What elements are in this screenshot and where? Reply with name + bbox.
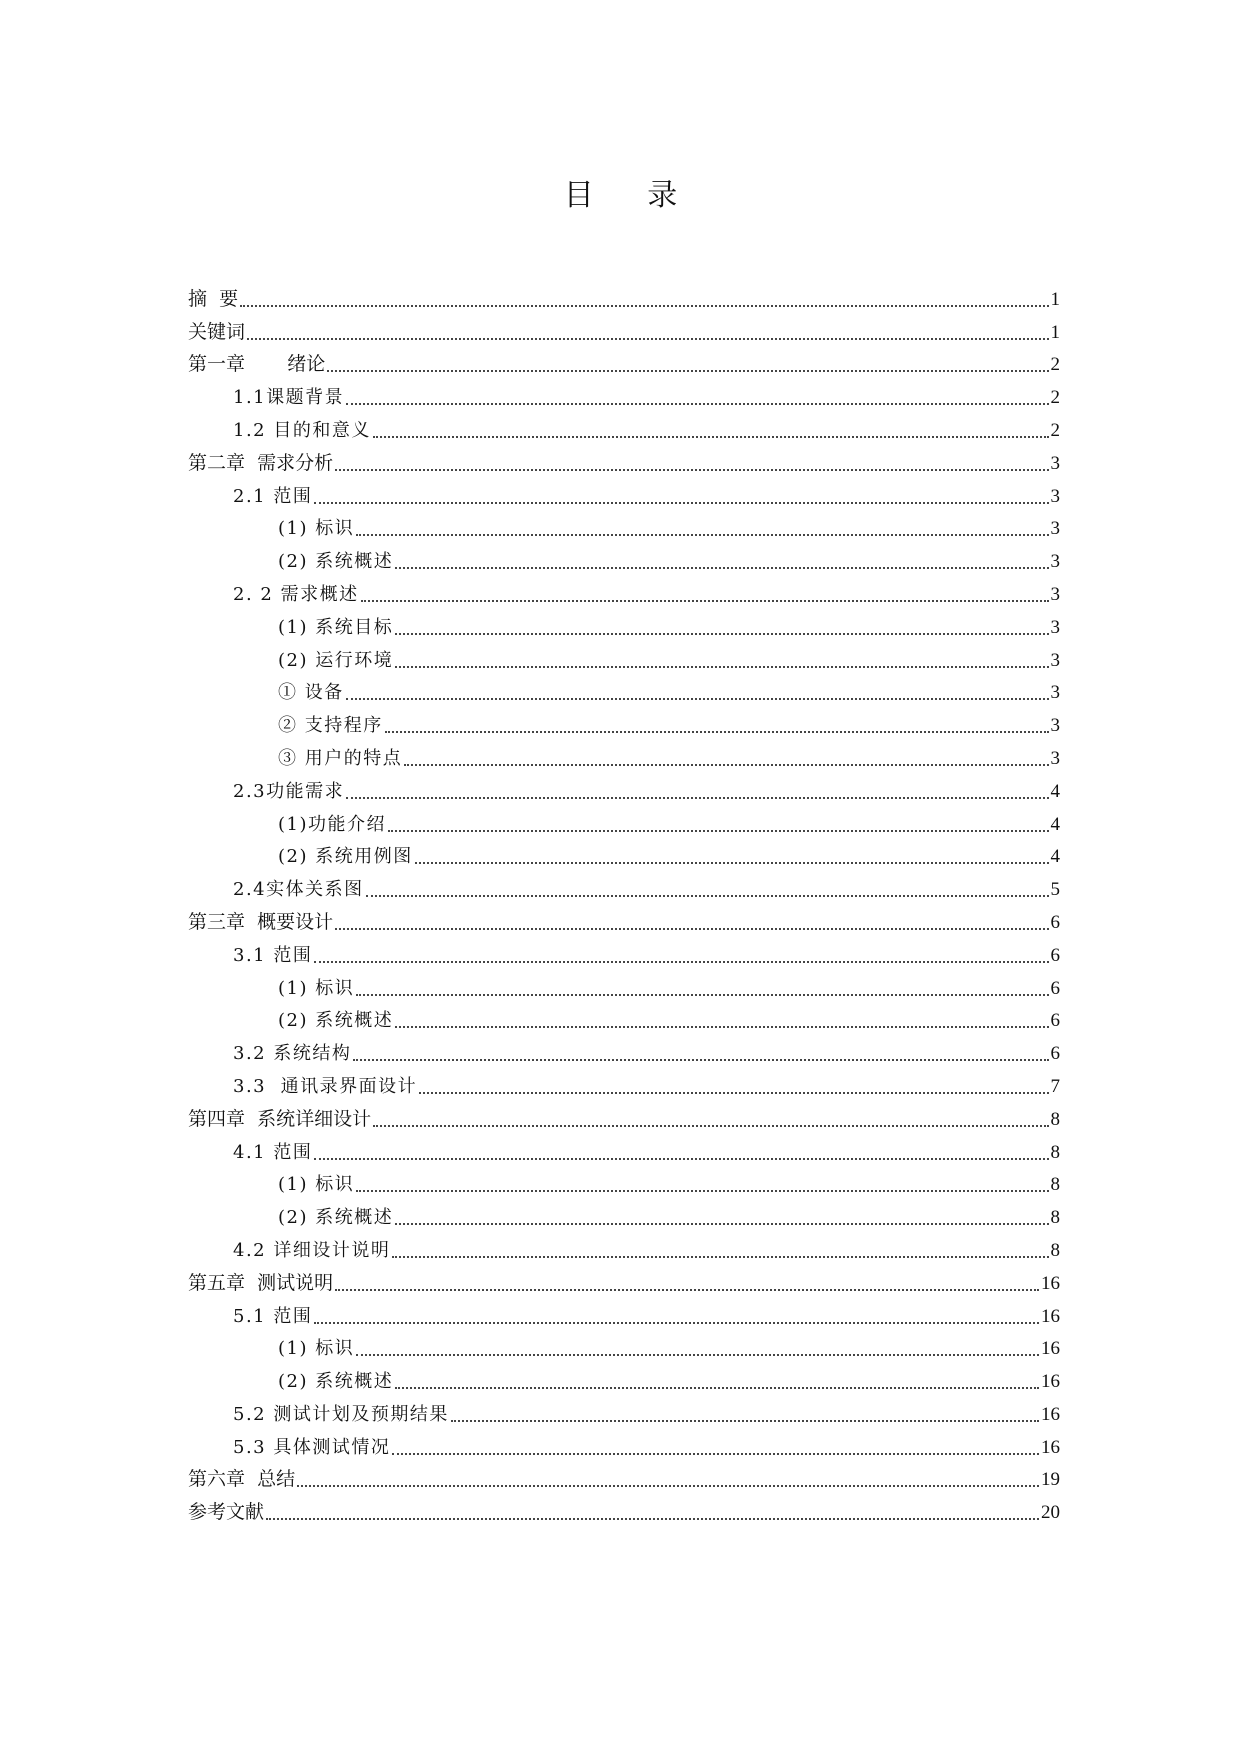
toc-entry-page-number: 8: [1050, 1108, 1060, 1130]
toc-entry-label: 第三章 概要设计: [188, 910, 334, 933]
toc-entry-page-number: 1: [1050, 288, 1060, 310]
toc-entry[interactable]: [188, 1169, 1060, 1202]
toc-entry-page-number: 8: [1050, 1239, 1060, 1261]
toc-entry-label: 摘 要: [188, 287, 239, 310]
toc-dot-leader: [361, 600, 1049, 602]
toc-entry-page-number: 2: [1050, 354, 1060, 376]
toc-entry-label: 4.1 范围: [233, 1141, 313, 1163]
toc-dot-leader: [395, 633, 1048, 635]
toc-dot-leader: [395, 1387, 1039, 1389]
toc-entry-page-number: 6: [1050, 944, 1060, 966]
toc-entry-page-number: 16: [1041, 1305, 1060, 1327]
toc-entry-page-number: 16: [1041, 1272, 1060, 1294]
toc-entry-page-number: 16: [1041, 1338, 1060, 1360]
toc-entry-label: (1) 标识: [278, 1338, 355, 1360]
toc-entry-label: 3.1 范围: [233, 944, 313, 966]
toc-entry-page-number: 3: [1050, 551, 1060, 573]
toc-dot-leader: [373, 1125, 1048, 1127]
toc-entry-label: 5.1 范围: [233, 1305, 313, 1327]
toc-dot-leader: [385, 731, 1049, 733]
toc-dot-leader: [314, 502, 1048, 504]
toc-dot-leader: [366, 895, 1049, 897]
toc-entry-label: 5.3 具体测试情况: [233, 1436, 391, 1458]
toc-entry-page-number: 4: [1050, 846, 1060, 868]
toc-entry-label: (1) 标识: [278, 1174, 355, 1196]
toc-entry[interactable]: [188, 1398, 1060, 1431]
toc-dot-leader: [356, 994, 1048, 996]
toc-entry-page-number: 3: [1050, 682, 1060, 704]
toc-dot-leader: [353, 1059, 1048, 1061]
toc-entry-label: 第六章 总结: [188, 1468, 296, 1491]
toc-dot-leader: [335, 469, 1048, 471]
toc-entry-label: 第四章 系统详细设计: [188, 1107, 372, 1130]
toc-dot-leader: [356, 534, 1048, 536]
toc-dot-leader: [395, 1223, 1048, 1225]
toc-entry-label: ① 设备: [278, 682, 344, 704]
toc-entry-label: (2) 运行环境: [278, 649, 394, 671]
toc-entry[interactable]: [188, 1464, 1060, 1497]
toc-entry-label: 5.2 测试计划及预期结果: [233, 1403, 449, 1425]
toc-entry[interactable]: [188, 611, 1060, 644]
toc-dot-leader: [327, 370, 1048, 372]
toc-entry[interactable]: [188, 545, 1060, 578]
toc-entry-page-number: 3: [1050, 452, 1060, 474]
toc-entry[interactable]: [188, 1496, 1060, 1529]
toc-dot-leader: [314, 1158, 1048, 1160]
page-title: 目 录: [563, 178, 700, 214]
toc-entry-page-number: 19: [1041, 1469, 1060, 1491]
toc-entry-page-number: 8: [1050, 1207, 1060, 1229]
toc-entry[interactable]: [188, 775, 1060, 808]
toc-entry[interactable]: [188, 513, 1060, 546]
toc-entry-page-number: 7: [1050, 1075, 1060, 1097]
toc-entry-page-number: 16: [1041, 1403, 1060, 1425]
toc-dot-leader: [297, 1485, 1039, 1487]
toc-dot-leader: [335, 1289, 1039, 1291]
toc-entry[interactable]: [188, 447, 1060, 480]
toc-entry[interactable]: [188, 381, 1060, 414]
toc-entry-label: (2) 系统概述: [278, 1010, 394, 1032]
toc-entry[interactable]: [188, 1103, 1060, 1136]
toc-dot-leader: [415, 862, 1049, 864]
toc-entry-label: 第五章 测试说明: [188, 1271, 334, 1294]
toc-dot-leader: [419, 1092, 1048, 1094]
toc-dot-leader: [356, 1190, 1048, 1192]
toc-entry[interactable]: [188, 1300, 1060, 1333]
toc-entry-label: (2) 系统用例图: [278, 846, 413, 868]
toc-entry-label: (1)功能介绍: [278, 813, 386, 835]
toc-entry[interactable]: [188, 1431, 1060, 1464]
toc-dot-leader: [404, 764, 1048, 766]
toc-dot-leader: [392, 1453, 1039, 1455]
toc-entry-page-number: 4: [1050, 780, 1060, 802]
toc-entry-label: (2) 系统概述: [278, 1371, 394, 1393]
toc-dot-leader: [395, 1026, 1048, 1028]
toc-entry-page-number: 3: [1050, 583, 1060, 605]
toc-entry-page-number: 20: [1041, 1502, 1060, 1524]
toc-entry[interactable]: [188, 1234, 1060, 1267]
toc-entry[interactable]: [188, 808, 1060, 841]
toc-entry-label: 2.4实体关系图: [233, 879, 364, 901]
toc-entry[interactable]: [188, 283, 1060, 316]
toc-entry[interactable]: [188, 1267, 1060, 1300]
toc-entry-label: (1) 标识: [278, 518, 355, 540]
toc-entry-label: 3.3 通讯录界面设计: [233, 1075, 418, 1097]
toc-dot-leader: [451, 1420, 1039, 1422]
toc-entry-page-number: 3: [1050, 485, 1060, 507]
toc-entry[interactable]: [188, 677, 1060, 710]
toc-dot-leader: [346, 797, 1048, 799]
toc-dot-leader: [335, 928, 1048, 930]
toc-entry[interactable]: [188, 939, 1060, 972]
toc-entry[interactable]: [188, 578, 1060, 611]
toc-dot-leader: [395, 567, 1048, 569]
toc-entry-page-number: 16: [1041, 1436, 1060, 1458]
toc-entry[interactable]: [188, 1365, 1060, 1398]
toc-entry[interactable]: [188, 742, 1060, 775]
toc-entry[interactable]: [188, 316, 1060, 349]
toc-entry-page-number: 6: [1050, 1010, 1060, 1032]
toc-entry-page-number: 3: [1050, 518, 1060, 540]
toc-entry-page-number: 3: [1050, 747, 1060, 769]
toc-entry[interactable]: [188, 1201, 1060, 1234]
toc-entry-page-number: 16: [1041, 1371, 1060, 1393]
toc-entry-page-number: 3: [1050, 715, 1060, 737]
toc-entry-page-number: 6: [1050, 911, 1060, 933]
toc-entry[interactable]: [188, 1037, 1060, 1070]
toc-entry[interactable]: [188, 349, 1060, 382]
toc-entry[interactable]: [188, 1005, 1060, 1038]
toc-entry-page-number: 8: [1050, 1141, 1060, 1163]
toc-entry[interactable]: [188, 873, 1060, 906]
toc-entry[interactable]: [188, 414, 1060, 447]
toc-entry-page-number: 2: [1050, 387, 1060, 409]
toc-entry-label: 2. 2 需求概述: [233, 583, 359, 605]
toc-entry[interactable]: [188, 906, 1060, 939]
toc-entry-label: 参考文献: [188, 1501, 265, 1524]
toc-entry[interactable]: [188, 1333, 1060, 1366]
toc-entry-page-number: 6: [1050, 977, 1060, 999]
toc-entry-label: 第一章 绪论: [188, 353, 326, 376]
toc-dot-leader: [266, 1518, 1039, 1520]
toc-dot-leader: [395, 666, 1048, 668]
toc-entry-label: ③ 用户的特点: [278, 747, 403, 769]
toc-dot-leader: [388, 830, 1049, 832]
toc-dot-leader: [314, 961, 1048, 963]
toc-entry[interactable]: [188, 1136, 1060, 1169]
toc-entry[interactable]: [188, 480, 1060, 513]
toc-entry[interactable]: [188, 972, 1060, 1005]
toc-entry[interactable]: [188, 1070, 1060, 1103]
toc-entry-label: 第二章 需求分析: [188, 451, 334, 474]
toc-entry-page-number: 5: [1050, 879, 1060, 901]
toc-entry-page-number: 1: [1050, 321, 1060, 343]
toc-entry-page-number: 8: [1050, 1174, 1060, 1196]
toc-dot-leader: [247, 338, 1048, 340]
toc-entry[interactable]: [188, 644, 1060, 677]
toc-entry-label: 3.2 系统结构: [233, 1043, 352, 1065]
toc-dot-leader: [240, 305, 1048, 307]
toc-entry-label: (2) 系统概述: [278, 1207, 394, 1229]
toc-entry-page-number: 4: [1050, 813, 1060, 835]
toc-entry-label: 关键词: [188, 320, 246, 343]
table-of-contents: [188, 283, 1060, 1529]
toc-dot-leader: [346, 403, 1048, 405]
toc-dot-leader: [346, 698, 1049, 700]
toc-entry[interactable]: [188, 841, 1060, 874]
toc-dot-leader: [314, 1322, 1039, 1324]
toc-entry[interactable]: [188, 709, 1060, 742]
toc-entry-label: 1.2 目的和意义: [233, 419, 371, 441]
toc-entry-label: 1.1课题背景: [233, 387, 345, 409]
toc-entry-page-number: 3: [1050, 649, 1060, 671]
toc-dot-leader: [356, 1354, 1039, 1356]
toc-entry-label: 4.2 详细设计说明: [233, 1239, 391, 1261]
toc-dot-leader: [373, 436, 1049, 438]
toc-entry-label: (1) 标识: [278, 977, 355, 999]
toc-entry-page-number: 3: [1050, 616, 1060, 638]
toc-entry-label: 2.3功能需求: [233, 780, 345, 802]
toc-dot-leader: [392, 1256, 1048, 1258]
toc-entry-page-number: 6: [1050, 1043, 1060, 1065]
toc-entry-label: (1) 系统目标: [278, 616, 394, 638]
toc-entry-page-number: 2: [1050, 419, 1060, 441]
toc-entry-label: (2) 系统概述: [278, 551, 394, 573]
toc-entry-label: 2.1 范围: [233, 485, 313, 507]
toc-entry-label: ② 支持程序: [278, 715, 383, 737]
